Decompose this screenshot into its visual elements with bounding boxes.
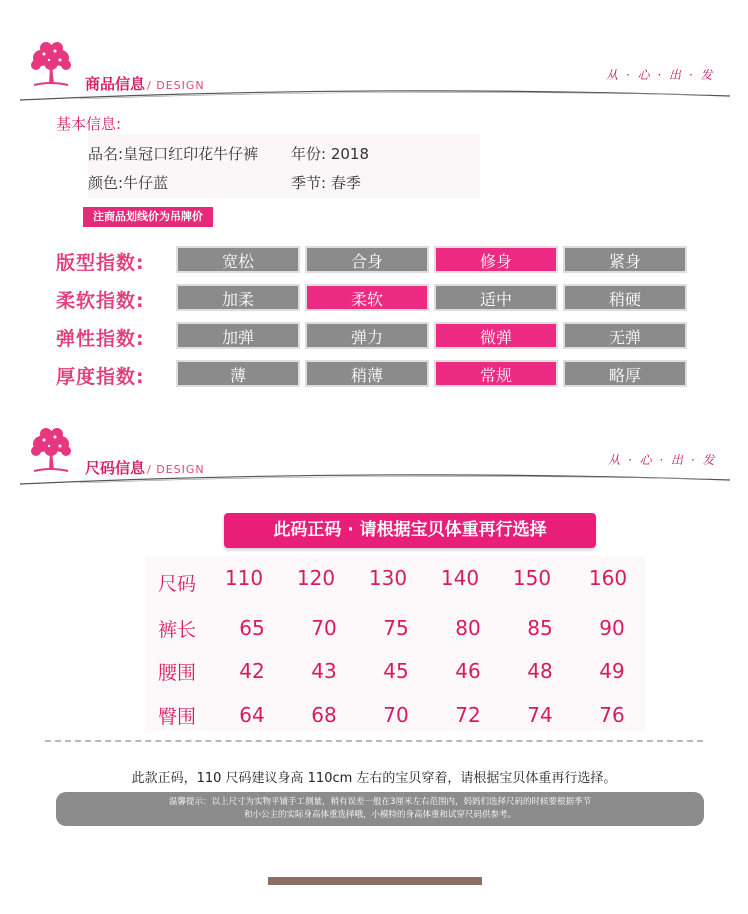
header-swoosh-line xyxy=(20,82,730,104)
thickness-option-3: 略厚 xyxy=(563,360,687,387)
softness-option-2: 适中 xyxy=(434,284,558,311)
thickness-option-1: 稍薄 xyxy=(305,360,429,387)
elasticity-option-1: 弹力 xyxy=(305,322,429,349)
softness-index-label: 柔软指数: xyxy=(56,290,145,312)
tip-line-1: 温馨提示：以上尺寸为实物平铺手工测量，稍有误差一般在3厘米左右范围内，妈妈们选择尺码的时候要根据季节 xyxy=(169,797,591,807)
size-cell: 160 xyxy=(588,566,628,590)
size-note: 此款正码，110 尺码建议身高 110cm 左右的宝贝穿着，请根据宝贝体重再行选择。 xyxy=(131,771,617,786)
softness-option-0: 加柔 xyxy=(176,284,300,311)
year-label: 年份: xyxy=(291,145,327,163)
color-row xyxy=(88,172,168,193)
size-cell: 110 xyxy=(224,566,264,590)
size-cell: 130 xyxy=(368,566,408,590)
elasticity-option-2: 微弹 xyxy=(434,322,558,349)
season-value: 春季 xyxy=(330,174,361,192)
hip-cell: 72 xyxy=(455,703,481,727)
section-title-size-info: 尺码信息 / DESIGN xyxy=(85,459,205,477)
season-row xyxy=(291,172,361,193)
hip-cell: 64 xyxy=(239,703,265,727)
size-cell: 120 xyxy=(296,566,336,590)
pants-length-label: 裤长 xyxy=(158,619,197,641)
size-cell: 150 xyxy=(512,566,552,590)
size-row-label: 尺码 xyxy=(158,573,197,595)
slogan: 从 · 心 · 出 · 发 xyxy=(608,453,717,467)
softness-option-1: 柔软 xyxy=(305,284,429,311)
product-name-label: 品名: xyxy=(88,145,124,163)
thickness-index-label: 厚度指数: xyxy=(56,366,145,388)
tip-line-2: 和小公主的实际身高体重选择哦，小模特的身高体重和试穿尺码供参考。 xyxy=(243,810,516,820)
waist-cell: 42 xyxy=(239,659,265,683)
elasticity-option-0: 加弹 xyxy=(176,322,300,349)
pants-length-cell: 90 xyxy=(599,616,625,640)
hip-cell: 70 xyxy=(383,703,409,727)
thickness-option-2: 常规 xyxy=(434,360,558,387)
fit-option-0: 宽松 xyxy=(176,246,300,273)
pants-length-cell: 65 xyxy=(239,616,265,640)
year-value: 2018 xyxy=(330,145,370,163)
basic-info-label: 基本信息: xyxy=(56,115,122,133)
year-row xyxy=(291,143,369,164)
fit-option-1: 合身 xyxy=(305,246,429,273)
elasticity-option-3: 无弹 xyxy=(563,322,687,349)
section-title-product-info: 商品信息 / DESIGN xyxy=(85,75,205,93)
header-swoosh-line xyxy=(20,466,730,488)
hip-cell: 68 xyxy=(311,703,337,727)
waist-label: 腰围 xyxy=(158,662,197,684)
fit-option-2: 修身 xyxy=(434,246,558,273)
pants-length-cell: 80 xyxy=(455,616,481,640)
fit-option-3: 紧身 xyxy=(563,246,687,273)
warm-tip-box xyxy=(56,792,704,826)
size-banner: 此码正码 · 请根据宝贝体重再行选择 xyxy=(224,513,596,548)
size-cell: 140 xyxy=(440,566,480,590)
product-name-row xyxy=(88,143,258,164)
color-label: 颜色: xyxy=(88,174,124,192)
product-name-value: 皇冠口红印花牛仔裤 xyxy=(123,145,259,163)
waist-cell: 43 xyxy=(311,659,337,683)
thickness-option-0: 薄 xyxy=(176,360,300,387)
waist-cell: 49 xyxy=(599,659,625,683)
elasticity-index-label: 弹性指数: xyxy=(56,328,145,350)
price-note-tag: 注商品划线价为吊牌价 xyxy=(83,207,213,227)
pants-length-cell: 85 xyxy=(527,616,553,640)
pants-length-cell: 70 xyxy=(311,616,337,640)
waist-cell: 48 xyxy=(527,659,553,683)
season-label: 季节: xyxy=(291,174,327,192)
hip-cell: 74 xyxy=(527,703,553,727)
dashed-divider xyxy=(45,740,703,742)
softness-option-3: 稍硬 xyxy=(563,284,687,311)
bottom-bar xyxy=(268,877,482,885)
hip-cell: 76 xyxy=(599,703,625,727)
slogan: 从 · 心 · 出 · 发 xyxy=(606,68,715,82)
color-value: 牛仔蓝 xyxy=(123,174,169,192)
fit-index-label: 版型指数: xyxy=(56,252,145,274)
waist-cell: 46 xyxy=(455,659,481,683)
waist-cell: 45 xyxy=(383,659,409,683)
pants-length-cell: 75 xyxy=(383,616,409,640)
hip-label: 臀围 xyxy=(158,706,197,728)
